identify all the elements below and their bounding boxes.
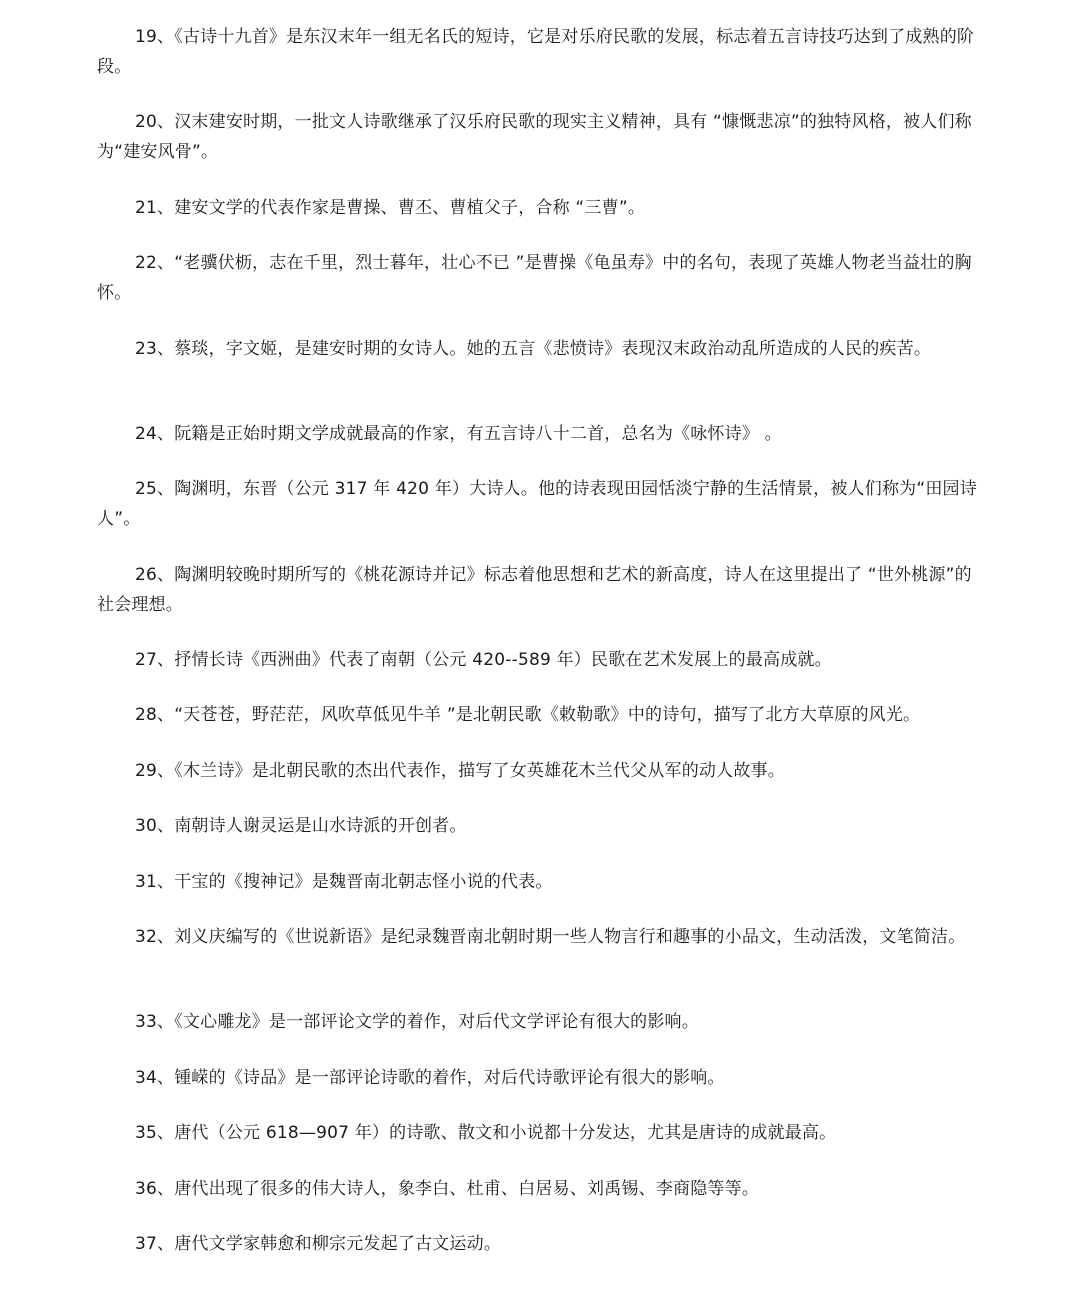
paragraph-24: 24、阮籍是正始时期文学成就最高的作家，有五言诗八十二首，总名为《咏怀诗》 。 [135,424,782,444]
paragraph-34: 34、锺嵘的《诗品》是一部评论诗歌的着作，对后代诗歌评论有很大的影响。 [135,1068,725,1088]
paragraph-22: 22、“老骥伏枥，志在千里，烈士暮年，壮心不已 ”是曹操《龟虽寿》中的名句，表现了英雄人物老当益壮的胸怀。 [97,253,972,303]
paragraph-29: 29、《木兰诗》是北朝民歌的杰出代表作，描写了女英雄花木兰代父从军的动人故事。 [135,761,785,781]
paragraph-31: 31、干宝的《搜神记》是魏晋南北朝志怪小说的代表。 [135,872,553,892]
paragraph-35: 35、唐代（公元 618—907 年）的诗歌、散文和小说都十分发达，尤其是唐诗的成就最高。 [135,1123,837,1143]
paragraph-33: 33、《文心雕龙》是一部评论文学的着作，对后代文学评论有很大的影响。 [135,1012,699,1032]
paragraph-20: 20、汉末建安时期，一批文人诗歌继承了汉乐府民歌的现实主义精神，具有 “慷慨悲凉”的独特风格，被人们称为“建安风骨”。 [97,112,972,162]
paragraph-19: 19、《古诗十九首》是东汉末年一组无名氏的短诗，它是对乐府民歌的发展，标志着五言诗技巧达到了成熟的阶段。 [97,27,975,77]
paragraph-25: 25、陶渊明，东晋（公元 317 年 420 年）大诗人。他的诗表现田园恬淡宁静的生活情景，被人们称为“田园诗人”。 [97,479,977,529]
paragraph-28: 28、“天苍苍，野茫茫，风吹草低见牛羊 ”是北朝民歌《敕勒歌》中的诗句，描写了北方大草原的风光。 [135,705,921,725]
paragraph-32: 32、刘义庆编写的《世说新语》是纪录魏晋南北朝时期一些人物言行和趣事的小品文，生动活泼，文笔简洁。 [135,927,966,947]
paragraph-26: 26、陶渊明较晚时期所写的《桃花源诗并记》标志着他思想和艺术的新高度，诗人在这里提出了 “世外桃源”的社会理想。 [97,565,972,615]
paragraph-27: 27、抒情长诗《西洲曲》代表了南朝（公元 420--589 年）民歌在艺术发展上的最高成就。 [135,650,832,670]
paragraph-21: 21、建安文学的代表作家是曹操、曹丕、曹植父子，合称 “三曹”。 [135,198,646,218]
paragraph-23: 23、蔡琰，字文姬，是建安时期的女诗人。她的五言《悲愤诗》表现汉末政治动乱所造成的人民的疾苦。 [135,339,932,359]
paragraph-30: 30、南朝诗人谢灵运是山水诗派的开创者。 [135,816,467,836]
paragraph-37: 37、唐代文学家韩愈和柳宗元发起了古文运动。 [135,1234,502,1254]
paragraph-36: 36、唐代出现了很多的伟大诗人，象李白、杜甫、白居易、刘禹锡、李商隐等等。 [135,1179,760,1199]
